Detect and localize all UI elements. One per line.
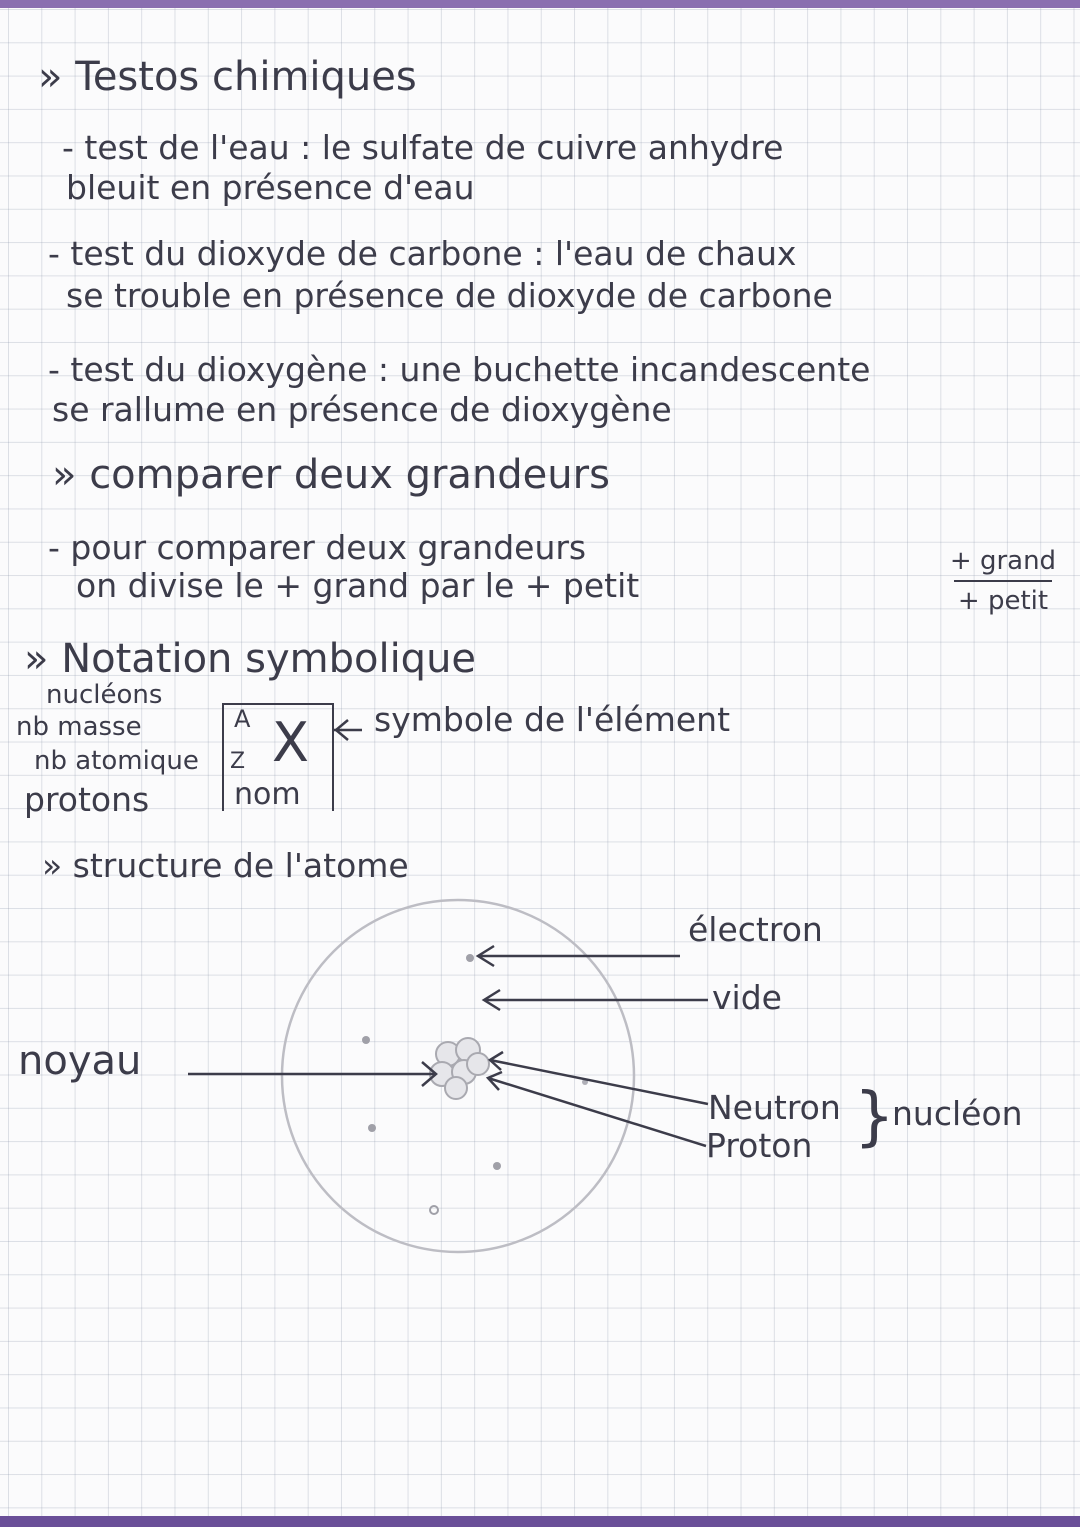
fraction-denominator: + petit [957,586,1049,616]
tests-heading: » Testos chimiques [38,54,417,100]
vide-label: vide [712,978,782,1017]
nucleon-label: nucléon [892,1094,1023,1133]
water-test-line1: - test de l'eau : le sulfate de cuivre anhydre [62,128,784,167]
co2-test-line1: - test du dioxyde de carbone : l'eau de chaux [48,234,797,273]
mass-number-label: nb masse [16,712,142,742]
proton-label: Proton [706,1126,813,1165]
box-element-symbol: X [272,711,309,774]
neutron-label: Neutron [708,1088,841,1127]
compare-line1: - pour comparer deux grandeurs [48,528,587,567]
box-mass-number: A [234,705,251,733]
o2-test-line1: - test du dioxygène : une buchette incandescente [48,350,871,389]
box-element-name: nom [234,777,301,812]
electron-dot [466,954,474,962]
noyau-label: noyau [18,1038,142,1084]
compare-line2: on divise le + grand par le + petit [76,566,640,605]
fraction-numerator: + grand [949,546,1057,576]
bottom-border [0,1516,1080,1527]
atomic-number-label: nb atomique [34,746,199,776]
nucleons-label: nucléons [46,680,163,710]
co2-test-line2: se trouble en présence de dioxyde de carbone [66,276,833,315]
nucleus [430,1038,489,1099]
proton-arrow-line [488,1078,706,1146]
electron-dot [430,1206,438,1214]
o2-test-line2: se rallume en présence de dioxygène [52,390,672,429]
box-atomic-number: Z [230,749,246,774]
water-test-line2: bleuit en présence d'eau [66,168,475,207]
electron-label: électron [688,910,823,949]
nucleon-brace: } [854,1080,895,1154]
structure-heading: » structure de l'atome [42,846,409,885]
protons-label: protons [24,780,150,819]
element-symbol-label: symbole de l'élément [374,700,731,739]
electron-dot [362,1036,370,1044]
notation-heading: » Notation symbolique [24,636,477,682]
compare-heading: » comparer deux grandeurs [52,452,610,498]
electron-dot [493,1162,501,1170]
electron-dot [368,1124,376,1132]
neutron-arrow-line [490,1060,708,1104]
